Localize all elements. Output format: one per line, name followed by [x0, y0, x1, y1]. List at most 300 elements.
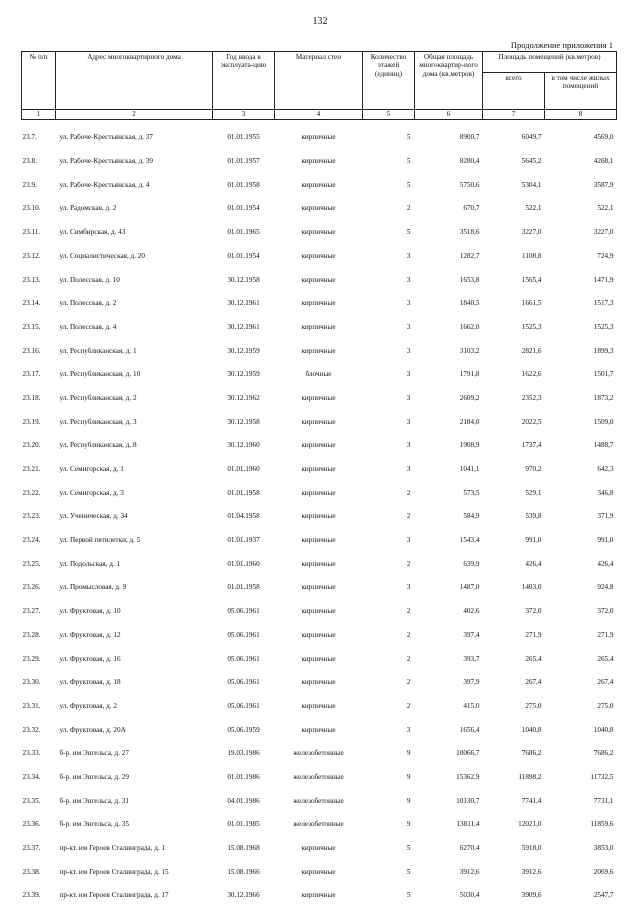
row-floors: 3: [406, 536, 411, 545]
row-material: кирпичные: [301, 228, 336, 237]
row-total-area: 1656,4: [459, 725, 480, 734]
row-floors: 5: [406, 844, 411, 853]
row-premises-living: 2069,6: [593, 867, 614, 876]
row-number: 23.38.: [22, 867, 41, 876]
table-row: [22, 428, 617, 452]
row-number: 23.21.: [22, 465, 41, 474]
row-total-area: 573,5: [463, 488, 480, 497]
row-number: 23.36.: [22, 820, 41, 829]
row-material: кирпичные: [301, 465, 336, 474]
table-row: [22, 689, 617, 713]
housing-table: [21, 51, 617, 902]
continuation-note: Продолжение приложения 1: [510, 40, 613, 50]
row-floors: 5: [406, 133, 411, 142]
table-row: [22, 191, 617, 215]
row-number: 23.15.: [22, 322, 41, 331]
row-address: ул. Фруктовая, д. 12: [59, 630, 121, 639]
row-number: 23.16.: [22, 346, 41, 355]
row-floors: 3: [406, 441, 411, 450]
row-material: кирпичные: [301, 133, 336, 142]
row-address: пр-кт. им Героев Сталинграда, д. 17: [59, 891, 169, 900]
row-year: 30.12.1961: [227, 299, 260, 308]
row-number: 23.35.: [22, 796, 41, 805]
row-address: ул. Социалистическая, д. 20: [59, 251, 145, 260]
table-row: [22, 333, 617, 357]
row-year: 05.06.1961: [227, 678, 260, 687]
row-floors: 2: [406, 630, 411, 639]
row-number: 23.29.: [22, 654, 41, 663]
table-row: [22, 736, 617, 760]
row-address: ул. Фруктовая, д. 18: [59, 678, 121, 687]
row-floors: 3: [406, 251, 411, 260]
row-total-area: 1791,8: [459, 370, 480, 379]
row-premises-all: 1737,4: [521, 441, 542, 450]
row-total-area: 15362,9: [456, 772, 480, 781]
row-address: ул. Республиканская, д. 2: [59, 393, 137, 402]
row-material: кирпичные: [301, 654, 336, 663]
row-address: ул. Симбирская, д. 43: [59, 228, 126, 237]
row-number: 23.31.: [22, 701, 41, 710]
row-floors: 2: [406, 488, 411, 497]
row-floors: 5: [406, 180, 411, 189]
row-premises-all: 275,0: [525, 701, 542, 710]
row-total-area: 1041,1: [459, 465, 480, 474]
row-material: кирпичные: [301, 607, 336, 616]
table-row: [22, 807, 617, 831]
row-address: ул. Республиканская, д. 3: [59, 417, 137, 426]
row-material: кирпичные: [301, 630, 336, 639]
row-number: 23.24.: [22, 536, 41, 545]
row-year: 05.06.1961: [227, 630, 260, 639]
row-premises-living: 372,0: [597, 607, 614, 616]
row-total-area: 13811,4: [456, 820, 480, 829]
row-material: кирпичные: [301, 346, 336, 355]
row-premises-living: 2547,7: [593, 891, 614, 900]
row-total-area: 2184,0: [459, 417, 480, 426]
row-total-area: 5030,4: [459, 891, 480, 900]
table-row: [22, 523, 617, 547]
header-address: Адрес многоквартирного дома: [56, 52, 213, 110]
row-floors: 3: [406, 299, 411, 308]
row-premises-living: 271,9: [597, 630, 614, 639]
row-premises-all: 539,8: [525, 512, 542, 521]
row-year: 30.12.1962: [227, 393, 260, 402]
row-address: б-р. им Энгельса, д. 29: [59, 772, 129, 781]
row-number: 23.10.: [22, 204, 41, 213]
row-material: кирпичные: [301, 559, 336, 568]
row-address: ул. Полесская, д. 10: [59, 275, 120, 284]
row-floors: 3: [406, 346, 411, 355]
table-row: [22, 357, 617, 381]
row-premises-all: 372,0: [525, 607, 542, 616]
row-address: б-р. им Энгельса, д. 31: [59, 796, 129, 805]
col-number: 3: [213, 110, 275, 120]
row-number: 23.25.: [22, 559, 41, 568]
row-year: 01.01.1955: [227, 133, 260, 142]
row-floors: 3: [406, 393, 411, 402]
row-premises-all: 6049,7: [521, 133, 542, 142]
row-premises-living: 4268,1: [593, 157, 614, 166]
row-total-area: 3518,6: [459, 228, 480, 237]
row-material: кирпичные: [301, 393, 336, 402]
row-floors: 9: [406, 749, 411, 758]
row-year: 30.12.1958: [227, 275, 260, 284]
row-premises-living: 275,0: [597, 701, 614, 710]
table-row: [22, 854, 617, 878]
row-address: ул. Семигорская, д. 1: [59, 465, 124, 474]
row-year: 15.08.1968: [227, 844, 260, 853]
row-premises-all: 2022,5: [521, 417, 542, 426]
row-total-area: 8900,7: [459, 133, 480, 142]
row-material: кирпичные: [301, 322, 336, 331]
header-material: Материал стен: [275, 52, 363, 110]
row-year: 30.12.1961: [227, 322, 260, 331]
row-premises-all: 522,1: [525, 204, 542, 213]
row-address: ул. Рабоче-Крестьянская, д. 37: [59, 133, 154, 142]
row-number: 23.17.: [22, 370, 41, 379]
row-total-area: 670,7: [463, 204, 480, 213]
row-year: 01.01.1954: [227, 251, 260, 260]
row-total-area: 8280,4: [459, 157, 480, 166]
row-number: 23.13.: [22, 275, 41, 284]
row-year: 01.01.1986: [227, 772, 260, 781]
row-total-area: 1282,7: [459, 251, 480, 260]
row-premises-all: 5645,2: [521, 157, 542, 166]
row-total-area: 1662,0: [459, 322, 480, 331]
row-premises-living: 4569,0: [593, 133, 614, 142]
row-floors: 3: [406, 417, 411, 426]
row-premises-living: 1488,7: [593, 441, 614, 450]
row-address: ул. Рабоче-Крестьянская, д. 4: [59, 180, 150, 189]
row-number: 23.33.: [22, 749, 41, 758]
table-row: [22, 452, 617, 476]
table-row: [22, 381, 617, 405]
row-premises-living: 3227,0: [593, 228, 614, 237]
header-living: в том числе жилых помещений: [545, 73, 617, 110]
row-premises-all: 426,4: [525, 559, 542, 568]
row-year: 30.12.1959: [227, 346, 260, 355]
row-material: кирпичные: [301, 275, 336, 284]
row-year: 01.01.1937: [227, 536, 260, 545]
row-floors: 5: [406, 157, 411, 166]
table-row: [22, 641, 617, 665]
row-material: кирпичные: [301, 180, 336, 189]
row-year: 01.01.1958: [227, 583, 260, 592]
row-premises-living: 1509,0: [593, 417, 614, 426]
row-number: 23.18.: [22, 393, 41, 402]
row-address: ул. Промысловая, д. 9: [59, 583, 127, 592]
table-row: [22, 144, 617, 168]
header-num: № п/п: [22, 52, 56, 110]
row-address: ул. Ученическая, д. 34: [59, 512, 128, 521]
row-premises-all: 12021,0: [518, 820, 542, 829]
row-year: 01.01.1957: [227, 157, 260, 166]
row-material: кирпичные: [301, 251, 336, 260]
row-floors: 3: [406, 370, 411, 379]
table-row: [22, 878, 617, 902]
row-premises-all: 529,1: [525, 488, 542, 497]
row-address: ул. Семигорская, д. 3: [59, 488, 124, 497]
row-material: кирпичные: [301, 678, 336, 687]
col-number: 6: [415, 110, 483, 120]
row-address: ул. Фруктовая, д. 10: [59, 607, 121, 616]
row-year: 05.06.1961: [227, 654, 260, 663]
row-number: 23.26.: [22, 583, 41, 592]
row-number: 23.9.: [22, 180, 37, 189]
row-premises-living: 1873,2: [593, 393, 614, 402]
row-total-area: 6270,4: [459, 844, 480, 853]
row-premises-living: 11732,5: [590, 772, 614, 781]
row-floors: 3: [406, 725, 411, 734]
row-material: железобетонные: [293, 796, 344, 805]
row-address: ул. Полесская, д. 2: [59, 299, 117, 308]
row-premises-living: 1471,9: [593, 275, 614, 284]
row-premises-all: 3227,0: [521, 228, 542, 237]
row-material: кирпичные: [301, 536, 336, 545]
row-material: кирпичные: [301, 299, 336, 308]
row-number: 23.22.: [22, 488, 41, 497]
table-row: [22, 783, 617, 807]
table-row: [22, 546, 617, 570]
row-premises-all: 1661,5: [521, 299, 542, 308]
row-premises-all: 1403,0: [521, 583, 542, 592]
row-address: ул. Республиканская, д. 10: [59, 370, 141, 379]
row-year: 01.01.1954: [227, 204, 260, 213]
row-material: железобетонные: [293, 772, 344, 781]
row-total-area: 1840,5: [459, 299, 480, 308]
row-premises-all: 991,0: [525, 536, 542, 545]
row-material: кирпичные: [301, 512, 336, 521]
row-year: 01.01.1960: [227, 559, 260, 568]
table-row: [22, 167, 617, 191]
row-total-area: 10066,7: [456, 749, 480, 758]
row-floors: 2: [406, 678, 411, 687]
row-total-area: 393,7: [463, 654, 480, 663]
row-address: ул. Республиканская, д. 8: [59, 441, 137, 450]
row-year: 01.01.1960: [227, 465, 260, 474]
header-year: Год ввода в эксплуата-цию: [213, 52, 275, 110]
row-material: кирпичные: [301, 441, 336, 450]
row-material: кирпичные: [301, 844, 336, 853]
row-floors: 2: [406, 204, 411, 213]
row-material: кирпичные: [301, 417, 336, 426]
row-premises-living: 522,1: [597, 204, 614, 213]
row-total-area: 5750,6: [459, 180, 480, 189]
table-row: [22, 475, 617, 499]
row-year: 15.08.1966: [227, 867, 260, 876]
row-number: 23.28.: [22, 630, 41, 639]
row-number: 23.23.: [22, 512, 41, 521]
row-premises-all: 7741,4: [521, 796, 542, 805]
row-floors: 3: [406, 583, 411, 592]
row-address: ул. Полесская, д. 4: [59, 322, 117, 331]
row-number: 23.7.: [22, 133, 37, 142]
col-number: 5: [363, 110, 415, 120]
col-number: 8: [545, 110, 617, 120]
row-premises-living: 924,8: [597, 583, 614, 592]
row-premises-living: 1501,7: [593, 370, 614, 379]
table-row: [22, 499, 617, 523]
row-total-area: 2609,2: [459, 393, 480, 402]
col-number: 2: [56, 110, 213, 120]
row-premises-living: 426,4: [597, 559, 614, 568]
col-number: 7: [483, 110, 545, 120]
row-address: ул. Республиканская, д. 1: [59, 346, 137, 355]
row-number: 23.20.: [22, 441, 41, 450]
row-floors: 2: [406, 654, 411, 663]
row-number: 23.30.: [22, 678, 41, 687]
row-premises-all: 11898,2: [518, 772, 542, 781]
row-material: кирпичные: [301, 583, 336, 592]
row-floors: 5: [406, 228, 411, 237]
row-premises-living: 1517,3: [593, 299, 614, 308]
row-premises-all: 1525,3: [521, 322, 542, 331]
table-row: [22, 617, 617, 641]
header-floors: Количество этажей (единиц): [363, 52, 415, 110]
table-row: [22, 404, 617, 428]
row-number: 23.12.: [22, 251, 41, 260]
row-year: 05.06.1959: [227, 725, 260, 734]
row-premises-living: 7686,2: [593, 749, 614, 758]
row-material: кирпичные: [301, 157, 336, 166]
row-total-area: 10130,7: [456, 796, 480, 805]
row-material: блочные: [305, 370, 332, 379]
row-address: пр-кт. им Героев Сталинграда, д. 1: [59, 844, 166, 853]
row-premises-all: 7686,2: [521, 749, 542, 758]
row-total-area: 415,0: [463, 701, 480, 710]
row-year: 05.06.1961: [227, 607, 260, 616]
row-premises-all: 267,4: [525, 678, 542, 687]
row-floors: 5: [406, 867, 411, 876]
row-year: 05.06.1961: [227, 701, 260, 710]
row-premises-all: 1565,4: [521, 275, 542, 284]
row-premises-living: 371,9: [597, 512, 614, 521]
row-number: 23.14.: [22, 299, 41, 308]
page-number: 132: [312, 16, 328, 27]
row-number: 23.27.: [22, 607, 41, 616]
row-total-area: 639,9: [463, 559, 480, 568]
row-premises-living: 265,4: [597, 654, 614, 663]
row-premises-all: 1622,6: [521, 370, 542, 379]
row-floors: 9: [406, 796, 411, 805]
row-premises-all: 2352,3: [521, 393, 542, 402]
row-premises-all: 2821,6: [521, 346, 542, 355]
row-total-area: 397,9: [463, 678, 480, 687]
row-floors: 2: [406, 701, 411, 710]
row-premises-all: 970,2: [525, 465, 542, 474]
table-row: [22, 712, 617, 736]
row-total-area: 3103,2: [459, 346, 480, 355]
header-all: всего: [483, 73, 545, 110]
table-row: [22, 215, 617, 239]
row-total-area: 3912,6: [459, 867, 480, 876]
row-material: кирпичные: [301, 701, 336, 710]
row-floors: 9: [406, 772, 411, 781]
row-year: 01.04.1958: [227, 512, 260, 521]
row-floors: 2: [406, 607, 411, 616]
row-year: 04.01.1986: [227, 796, 260, 805]
row-premises-living: 3853,0: [593, 844, 614, 853]
row-floors: 9: [406, 820, 411, 829]
row-number: 23.32.: [22, 725, 41, 734]
row-premises-all: 265,4: [525, 654, 542, 663]
row-year: 30.12.1959: [227, 370, 260, 379]
table-row: [22, 262, 617, 286]
row-premises-living: 1899,3: [593, 346, 614, 355]
row-material: кирпичные: [301, 204, 336, 213]
row-floors: 5: [406, 891, 411, 900]
row-year: 01.01.1985: [227, 820, 260, 829]
row-address: ул. Радомская, д. 2: [59, 204, 117, 213]
row-premises-living: 1040,8: [593, 725, 614, 734]
row-year: 01.01.1965: [227, 228, 260, 237]
row-address: пр-кт. им Героев Сталинграда, д. 15: [59, 867, 169, 876]
row-number: 23.39.: [22, 891, 41, 900]
row-premises-living: 724,9: [597, 251, 614, 260]
col-number: 1: [22, 110, 56, 120]
row-premises-all: 5918,0: [521, 844, 542, 853]
col-number: 4: [275, 110, 363, 120]
row-premises-living: 1525,3: [593, 322, 614, 331]
table-row: [22, 665, 617, 689]
row-year: 19.03.1986: [227, 749, 260, 758]
row-address: б-р. им Энгельса, д. 35: [59, 820, 129, 829]
row-premises-all: 271,9: [525, 630, 542, 639]
row-address: ул. Фруктовая, д. 2: [59, 701, 117, 710]
table-row: [22, 120, 617, 144]
row-total-area: 584,9: [463, 512, 480, 521]
row-total-area: 1908,9: [459, 441, 480, 450]
row-material: кирпичные: [301, 488, 336, 497]
row-premises-living: 642,3: [597, 465, 614, 474]
row-number: 23.19.: [22, 417, 41, 426]
row-material: кирпичные: [301, 867, 336, 876]
row-number: 23.37.: [22, 844, 41, 853]
row-year: 30.12.1966: [227, 891, 260, 900]
row-material: кирпичные: [301, 891, 336, 900]
row-premises-all: 1040,8: [521, 725, 542, 734]
row-premises-living: 991,0: [597, 536, 614, 545]
row-total-area: 397,4: [463, 630, 480, 639]
row-premises-all: 3909,6: [521, 891, 542, 900]
row-floors: 3: [406, 322, 411, 331]
row-total-area: 1487,0: [459, 583, 480, 592]
table-row: [22, 286, 617, 310]
row-premises-living: 7731,1: [593, 796, 614, 805]
table-row: [22, 831, 617, 855]
row-material: кирпичные: [301, 725, 336, 734]
row-year: 30.12.1960: [227, 441, 260, 450]
row-year: 30.12.1958: [227, 417, 260, 426]
row-material: железобетонные: [293, 820, 344, 829]
header-premises-area: Площадь помещений (кв.метров): [483, 52, 617, 73]
row-premises-all: 3912,6: [521, 867, 542, 876]
row-premises-living: 11859,6: [590, 820, 614, 829]
row-floors: 3: [406, 465, 411, 474]
row-material: железобетонные: [293, 749, 344, 758]
row-address: б-р. им Энгельса, д. 27: [59, 749, 129, 758]
row-premises-all: 5304,1: [521, 180, 542, 189]
row-total-area: 1653,8: [459, 275, 480, 284]
row-floors: 2: [406, 512, 411, 521]
row-address: ул. Фруктовая, д. 16: [59, 654, 121, 663]
row-total-area: 1543,4: [459, 536, 480, 545]
row-address: ул. Фруктовая, д. 20А: [59, 725, 126, 734]
row-premises-living: 3587,9: [593, 180, 614, 189]
table-row: [22, 310, 617, 334]
row-number: 23.34.: [22, 772, 41, 781]
row-total-area: 402,6: [463, 607, 480, 616]
